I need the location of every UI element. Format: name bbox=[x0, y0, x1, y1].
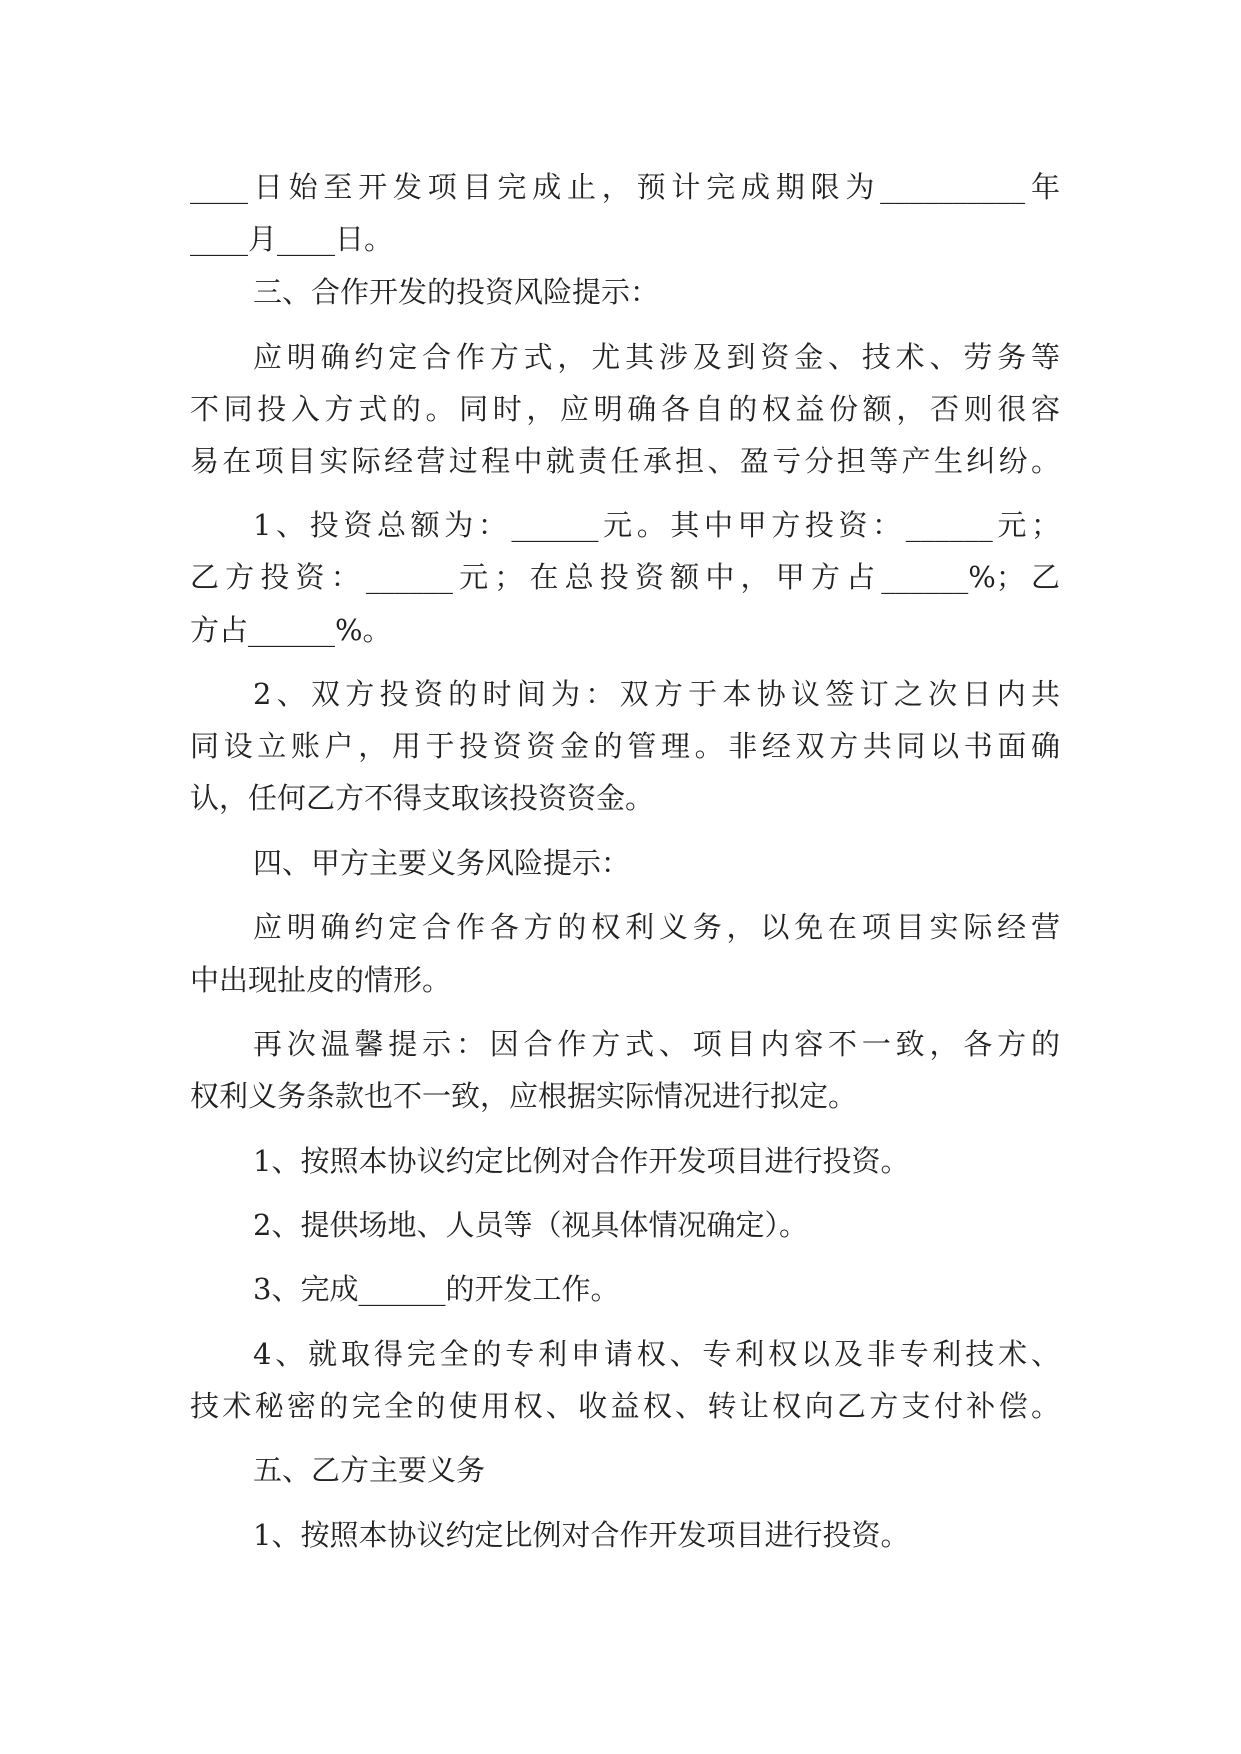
section-heading: 三、合作开发的投资风险提示： bbox=[253, 275, 660, 309]
text-line: 权利义务条款也不一致，应根据实际情况进行拟定。 bbox=[190, 1079, 858, 1113]
text-line: 不同投入方式的。同时，应明确各自的权益份额，否则很容 bbox=[190, 392, 1060, 426]
text-line: 同设立账户，用于投资资金的管理。非经双方共同以书面确 bbox=[190, 729, 1060, 763]
text-line: ____日始至开发项目完成止，预计完成期限为__________年 bbox=[190, 170, 1060, 204]
text-line: 中出现扯皮的情形。 bbox=[190, 963, 452, 997]
text-line: 乙方投资：______元；在总投资额中，甲方占______%；乙 bbox=[190, 560, 1060, 594]
text-line: 2、双方投资的时间为：双方于本协议签订之次日内共 bbox=[253, 677, 1060, 711]
text-line: 应明确约定合作各方的权利义务，以免在项目实际经营 bbox=[253, 910, 1060, 944]
text-line: 再次温馨提示：因合作方式、项目内容不一致，各方的 bbox=[253, 1027, 1060, 1061]
text-line: 1、投资总额为：______元。其中甲方投资：______元； bbox=[253, 508, 1060, 542]
text-line: 技术秘密的完全的使用权、收益权、转让权向乙方支付补偿。 bbox=[190, 1389, 1060, 1423]
section-heading: 五、乙方主要义务 bbox=[253, 1453, 486, 1487]
text-line: 2、提供场地、人员等（视具体情况确定）。 bbox=[253, 1208, 808, 1242]
text-line: 应明确约定合作方式，尤其涉及到资金、技术、劳务等 bbox=[253, 340, 1060, 374]
text-line: 4、就取得完全的专利申请权、专利权以及非专利技术、 bbox=[253, 1337, 1060, 1371]
text-line: ____月____日。 bbox=[190, 222, 394, 256]
text-line: 1、按照本协议约定比例对合作开发项目进行投资。 bbox=[253, 1144, 910, 1178]
section-heading: 四、甲方主要义务风险提示： bbox=[253, 846, 631, 880]
text-line: 3、完成______的开发工作。 bbox=[253, 1272, 620, 1306]
text-line: 方占______%。 bbox=[190, 613, 392, 647]
text-line: 1、按照本协议约定比例对合作开发项目进行投资。 bbox=[253, 1518, 910, 1552]
text-line: 易在项目实际经营过程中就责任承担、盈亏分担等产生纠纷。 bbox=[190, 444, 1060, 478]
text-line: 认，任何乙方不得支取该投资资金。 bbox=[190, 781, 655, 815]
